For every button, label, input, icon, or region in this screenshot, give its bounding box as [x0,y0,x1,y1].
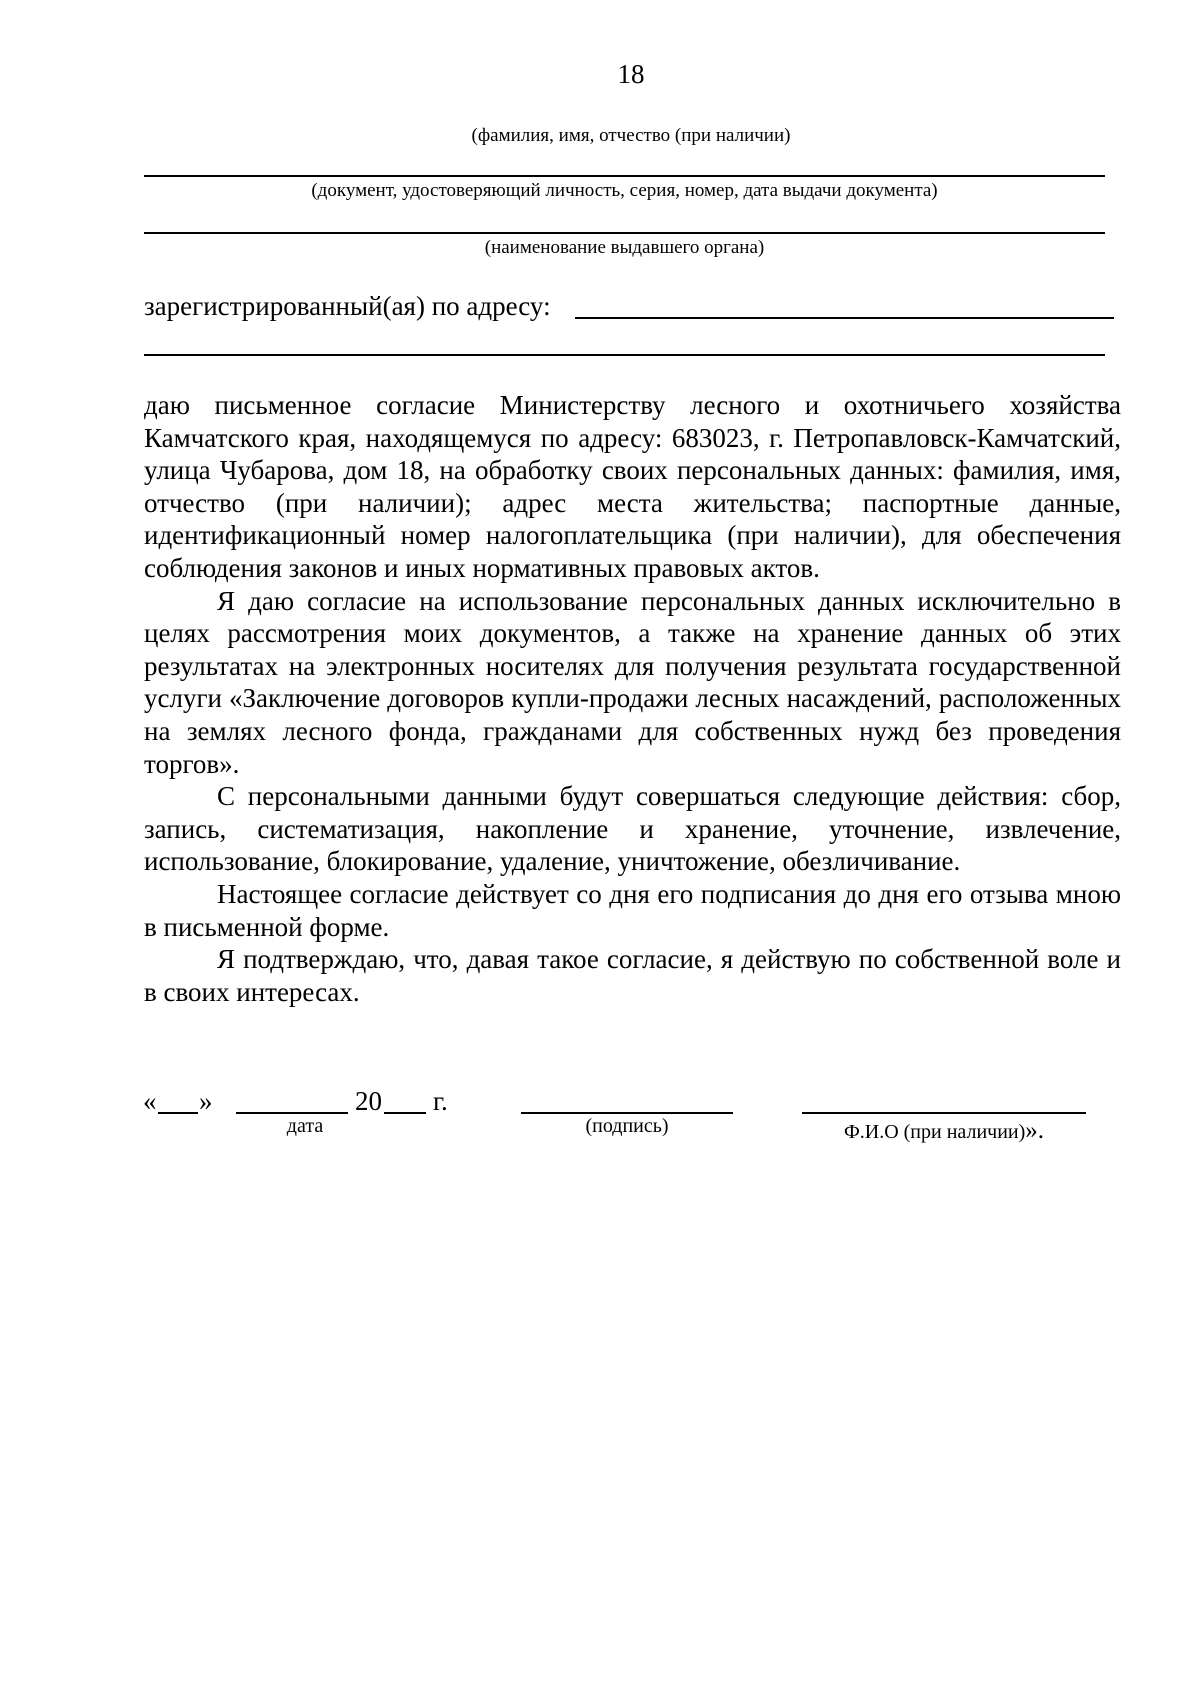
date-year-blank [384,1112,426,1114]
signature-caption: (подпись) [585,1115,669,1137]
date-day-blank [158,1112,198,1114]
date-year-prefix: 20 [355,1086,382,1116]
issuer-caption: (наименование выдавшего органа) [484,237,765,258]
document-line [144,175,1105,177]
consent-paragraph: С персональными данными будут совершаться следующие действия: сбор, запись, систематизация, накопление и хранение, уточнение, извлечение, использование, блокирование, удаление, уничтожение, обезличивание. [144,781,1121,877]
address-line-2 [144,354,1105,356]
consent-paragraph: Я даю согласие на использование персональных данных исключительно в целях рассмотрения моих документов, а также на хранение данных об этих результатах на электронных носителях для получения результата государственной услуги «Заключение договоров купли-продажи лесных насаждений, расположенных на землях лесного фонда, гражданами для собственных нужд без проведения торгов». [144,585,1121,779]
consent-paragraph: Настоящее согласие действует со дня его подписания до дня его отзыва мною в письменной форме. [144,878,1121,942]
date-caption: дата [286,1115,324,1137]
fio-line [802,1112,1086,1114]
fio-caption-text: Ф.И.О (при наличии) [843,1121,1026,1143]
address-line-1 [575,317,1114,319]
date-quote-open: « [143,1086,157,1116]
consent-body [144,389,1121,1008]
page-number: 18 [617,59,645,89]
closing-mark: ». [1025,1117,1045,1144]
address-label: зарегистрированный(ая) по адресу: [144,291,551,321]
document-caption: (документ, удостоверяющий личность, серия, номер, дата выдачи документа) [311,180,938,201]
fio-caption: (фамилия, имя, отчество (при наличии) [471,125,791,146]
issuer-line [144,232,1105,234]
fio-signature-caption [802,1119,1086,1144]
consent-paragraph: Я подтверждаю, что, давая такое согласие, я действую по собственной воле и в своих интересах. [144,944,1121,1007]
consent-paragraph: даю письменное согласие Министерству лесного и охотничьего хозяйства Камчатского края, находящемуся по адресу: 683023, г. Петропавловск-Камчатский, улица Чубарова, дом 18, на обработку своих персональных данных: фамилия, имя, отчество (при наличии); адрес места жительства; паспортные данные, идентификационный номер налогоплательщика (при наличии), для обеспечения соблюдения законов и иных нормативных правовых актов. [144,390,1121,583]
date-year-suffix: г. [433,1086,448,1116]
date-quote-close: » [199,1086,213,1116]
